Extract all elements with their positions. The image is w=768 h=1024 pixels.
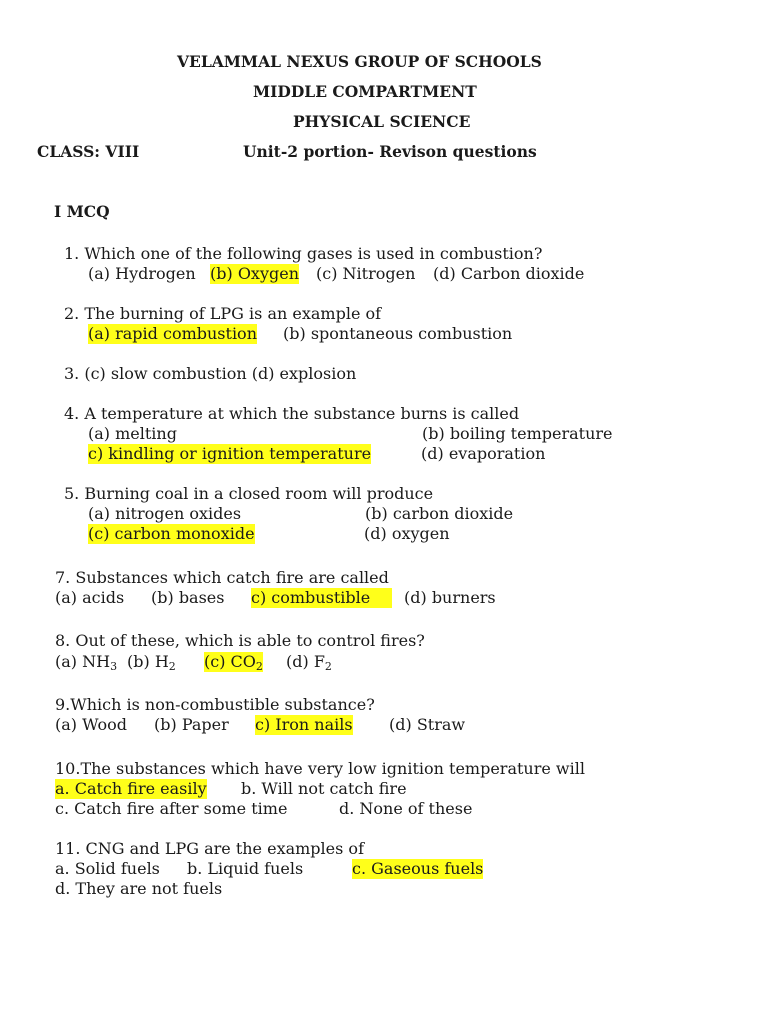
compartment-title: MIDDLE COMPARTMENT [253, 82, 477, 101]
class-label: CLASS: VIII [37, 142, 140, 161]
q1-option-a: (a) Hydrogen [88, 264, 196, 283]
q1-option-b-answer: (b) Oxygen [210, 264, 300, 283]
question-1: 1. Which one of the following gases is used in combustion? [64, 244, 543, 263]
question-7: 7. Substances which catch fire are called [55, 568, 389, 587]
q5-option-d: (d) oxygen [364, 524, 450, 543]
q10-option-c: c. Catch fire after some time [55, 799, 288, 818]
q5-option-b: (b) carbon dioxide [365, 504, 514, 523]
question-3: 3. (c) slow combustion (d) explosion [64, 364, 357, 383]
q9-option-d: (d) Straw [389, 715, 466, 734]
q7-option-a: (a) acids [55, 588, 125, 607]
q4-option-d: (d) evaporation [421, 444, 546, 463]
q7-option-c-answer: c) combustible [251, 588, 392, 608]
q11-option-c-answer: c. Gaseous fuels [352, 859, 484, 878]
q10-option-b: b. Will not catch fire [241, 779, 407, 798]
q4-option-a: (a) melting [88, 424, 177, 443]
q2-option-b: (b) spontaneous combustion [283, 324, 513, 343]
question-2: 2. The burning of LPG is an example of [64, 304, 382, 323]
question-4: 4. A temperature at which the substance burns is called [64, 404, 520, 423]
q5-option-c-answer: (c) carbon monoxide [88, 524, 255, 543]
q1-option-c: (c) Nitrogen [316, 264, 416, 283]
q8-option-c-answer: (c) $CO_2$ [204, 652, 263, 673]
q7-option-d: (d) burners [404, 588, 496, 607]
q9-option-a: (a) Wood [55, 715, 127, 734]
q7-option-b: (b) bases [151, 588, 225, 607]
question-11: 11. CNG and LPG are the examples of [55, 839, 364, 858]
q9-option-b: (b) Paper [154, 715, 229, 734]
school-name: VELAMMAL NEXUS GROUP OF SCHOOLS [177, 52, 542, 71]
q11-option-a: a. Solid fuels [55, 859, 160, 878]
q2-option-a-answer: (a) rapid combustion [88, 324, 257, 343]
q10-option-a-answer: a. Catch fire easily [55, 779, 207, 798]
q5-option-a: (a) nitrogen oxides [88, 504, 242, 523]
question-8: 8. Out of these, which is able to control fires? [55, 631, 425, 650]
q11-option-d: d. They are not fuels [55, 879, 223, 898]
q10-option-d: d. None of these [339, 799, 473, 818]
q4-option-c-answer: c) kindling or ignition temperature [88, 444, 372, 463]
question-5: 5. Burning coal in a closed room will produce [64, 484, 434, 503]
q8-option-b: (b) $H_2$ [127, 652, 176, 673]
section-title: I MCQ [54, 202, 110, 221]
q8-option-d: (d) $F_2$ [286, 652, 332, 673]
q1-option-d: (d) Carbon dioxide [433, 264, 585, 283]
unit-title: Unit-2 portion- Revison questions [243, 142, 537, 161]
question-9: 9.Which is non-combustible substance? [55, 695, 375, 714]
question-10: 10.The substances which have very low ignition temperature will [55, 759, 585, 778]
subject-title: PHYSICAL SCIENCE [293, 112, 471, 131]
q8-option-a: (a) $NH_3$ [55, 652, 118, 673]
q9-option-c-answer: c) Iron nails [255, 715, 353, 734]
q4-option-b: (b) boiling temperature [422, 424, 613, 443]
q11-option-b: b. Liquid fuels [187, 859, 304, 878]
